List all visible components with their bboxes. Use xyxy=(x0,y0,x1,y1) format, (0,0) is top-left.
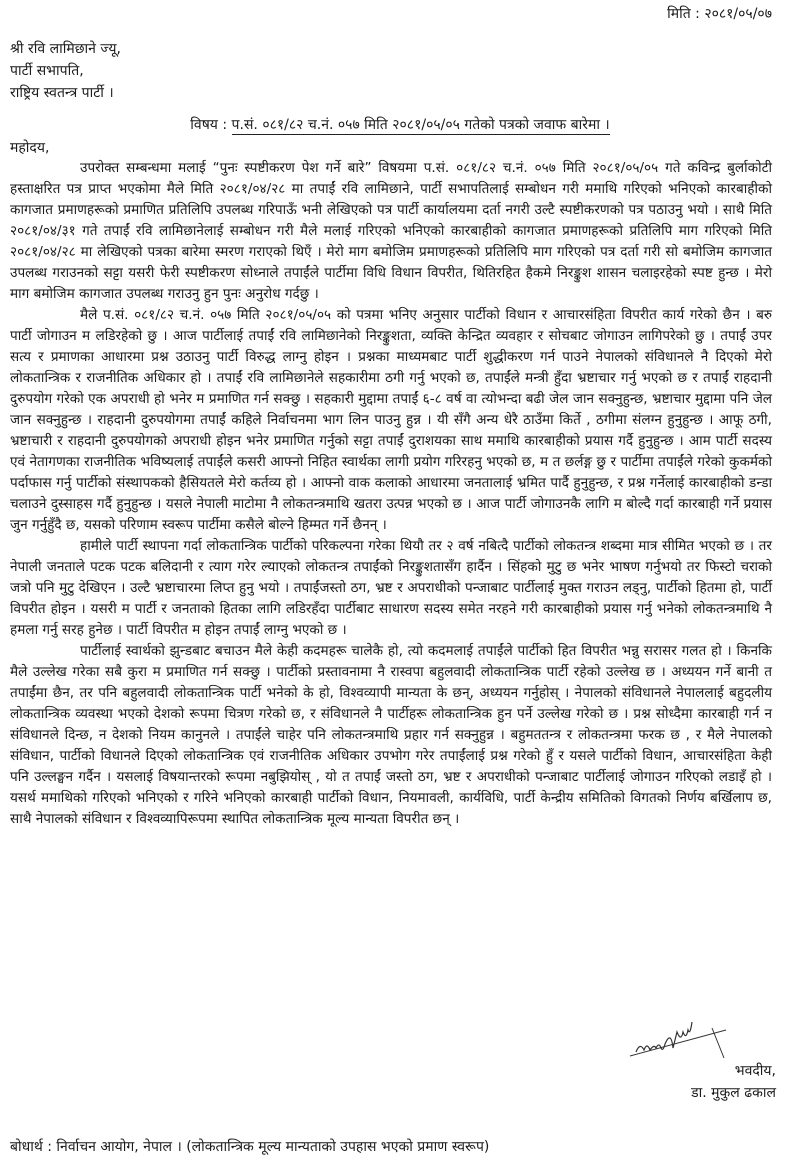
body-paragraph: पार्टीलाई स्वार्थको झुन्डबाट बचाउन मैले केही कदमहरू चालेकै हो, त्यो कदमलाई तपाईंले पार्टीको हित विपरीत भन्नु सरासर गलत हो । किनकि मैले उल्लेख गरेका सबै कुरा म प्रमाणित गर्न सक्छु । पार्टीको प्रस्तावनामा नै रास्वपा बहुलवादी लोकतान्त्रिक पार्टी रहेको उल्लेख छ । अध्ययन गर्ने बानी त तपाईंमा छैन, तर पनि बहुलवादी लोकतान्त्रिक पार्टी भनेको के हो, विश्वव्यापी मान्यता के छन्, अध्ययन गर्नुहोस् । नेपालको संविधानले नेपाललाई बहुदलीय लोकतान्त्रिक व्यवस्था भएको देशको रूपमा चित्रण गरेको छ, र संविधानले नै पार्टीहरू लोकतान्त्रिक हुन पर्ने उल्लेख गरेको छ । प्रश्न सोध्दैमा कारबाही गर्न न संविधानले दिन्छ, न देशको नियम कानुनले । तपाईंले चाहेर पनि लोकतन्त्रमाथि प्रहार गर्न सक्नुहुन्न । बहुमततन्त्र र लोकतन्त्रमा फरक छ , र मैले नेपालको संविधान, पार्टीको विधानले दिएको लोकतान्त्रिक एवं राजनीतिक अधिकार उपभोग गरेर तपाईंलाई प्रश्न गरेको हुँ र यसले पार्टीको विधान, आचारसंहिता केही पनि उल्लङ्घन गर्दैन । यसलाई विषयान्तरको रूपमा नबुझियोस् , यो त तपाईं जस्तो ठग, भ्रष्ट र अपराधीको पन्जाबाट पार्टीलाई जोगाउन गरिएको लडाइँ हो । यसर्थ ममाथिको गरिएको भनिएको र गरिने भनिएको कारबाही पार्टीको विधान, नियमावली, कार्यविधि, पार्टी केन्द्रीय समितिको विगतको निर्णय बर्खिलाप छ, साथै नेपालको संविधान र विश्वव्यापिरूपमा स्थापित लोकतान्त्रिक मूल्य मान्यता विपरीत छन् । xyxy=(10,643,772,827)
signatory-name: डा. मुकुल ढकाल xyxy=(691,1085,776,1101)
body-paragraph: मैले प.सं. ०८१/८२ च.नं. ०५७ मिति २०८१/०५/०५ को पत्रमा भनिए अनुसार पार्टीको विधान र आचारसंहिता विपरीत कार्य गरेको छैन । बरु पार्टी जोगाउन म लडिरहेको छु । आज पार्टीलाई तपाईं रवि लामिछानेको निरङ्कुशता, व्यक्ति केन्द्रित व्यवहार र सोचबाट जोगाउन लागिपरेको छु । तपाईं उपर सत्य र प्रमाणका आधारमा प्रश्न उठाउनु पार्टी विरुद्ध लाग्नु होइन । प्रश्नका माध्यमबाट पार्टी शुद्धीकरण गर्न पाउने नेपालको संविधानले नै दिएको मेरो लोकतान्त्रिक र राजनीतिक अधिकार हो । तपाईं रवि लामिछानेले सहकारीमा ठगी गर्नु भएको छ, तपाईंले मन्त्री हुँदा भ्रष्टाचार गर्नु भएको छ र तपाईं राहदानी दुरुपयोग गरेको एक अपराधी हो भनेर म प्रमाणित गर्न सक्छु । सहकारी मुद्दामा तपाईं ६-८ वर्ष वा त्योभन्दा बढी जेल जान सक्नुहुन्छ, भ्रष्टाचार मुद्दामा पनि जेल जान सक्नुहुन्छ । राहदानी दुरुपयोगमा तपाईं कहिले निर्वाचनमा भाग लिन पाउनु हुन्न । यी सँगै अन्य धेरै ठाउँमा किर्ते , ठगीमा संलग्न हुनुहुन्छ । आफू ठगी, भ्रष्टाचारी र राहदानी दुरुपयोगको अपराधी होइन भनेर प्रमाणित गर्नुको सट्टा तपाईं दुराशयका साथ ममाथि कारबाहीको प्रयास गर्दै हुनुहुन्छ । आम पार्टी सदस्य एवं नेतागणका राजनीतिक भविष्यलाई तपाईंले कसरी आफ्नो निहित स्वार्थका लागी प्रयोग गरिरहनु भएको छ, म त छर्लङ्ग छु र पार्टीमा तपाईंले गरेको कुकर्मको पर्दाफास गर्नु पार्टीको संस्थापकको हैसियतले मेरो कर्तव्य हो । आफ्नो वाक कलाको आधारमा जनतालाई भ्रमित पार्दै हुनुहुन्छ, र प्रश्न गर्नेलाई कारबाहीको डन्डा चलाउने दुस्साहस गर्दै हुनुहुन्छ । यसले नेपाली माटोमा नै लोकतन्त्रमाथि खतरा उत्पन्न भएको छ । आज पार्टी जोगाउनकै लागि म बोल्दै गर्दा कारबाही गर्ने प्रयास जुन गर्नुहुँदै छ, यसको परिणाम स्वरूप पार्टीमा कसैले बोल्ने हिम्मत गर्ने छैनन् । xyxy=(10,307,772,533)
closing: भवदीय, xyxy=(734,1063,776,1079)
subject-text: प.सं. ०८१/८२ च.नं. ०५७ मिति २०८१/०५/०५ गतेको पत्रको जवाफ बारेमा । xyxy=(231,117,610,133)
addressee-title: पार्टी सभापति, xyxy=(10,63,84,79)
subject-line xyxy=(0,115,800,134)
subject-label: विषय : xyxy=(190,117,232,133)
signature-block xyxy=(586,1020,776,1104)
addressee-block xyxy=(10,38,121,104)
addressee-organization: राष्ट्रिय स्वतन्त्र पार्टी । xyxy=(10,85,114,101)
body-paragraph: उपरोक्त सम्बन्धमा मलाई “पुनः स्पष्टीकरण पेश गर्ने बारे” विषयमा प.सं. ०८१/८२ च.नं. ०५७ मिति २०८१/०५/०५ गते कविन्द्र बुर्लाकोटी हस्ताक्षरित पत्र प्राप्त भएकोमा मैले मिति २०८१/०४/२८ मा तपाईं रवि लामिछाने, पार्टी सभापतिलाई सम्बोधन गरी ममाथि गरिएको भनिएको कारबाहीको कागजात प्रमाणहरूको प्रमाणित प्रतिलिपि उपलब्ध गरिपाऊँ भनी लेखिएको पत्र पार्टी कार्यालयमा दर्ता नगरी उल्टै स्पष्टीकरणको पत्र पठाउनु भयो । साथै मिति २०८१/०४/३१ गते तपाईं रवि लामिछानेलाई सम्बोधन गरी मैले मलाई गरिएको भनिएको कारबाहीको कागजात प्रमाणहरूको प्रतिलिपि माग गरिएको मिति २०८१/०४/२८ मा लेखिएको पत्रका बारेमा स्मरण गराएको थिएँ । मेरो माग बमोजिम प्रमाणहरूको प्रतिलिपि माग गरिएको पत्र दर्ता गरी सो बमोजिम कागजात उपलब्ध गराउनको सट्टा यसरी फेरी स्पष्टीकरण सोध्नाले तपाईंले पार्टीमा विधि विधान विपरीत, थितिरहित हैकमे निरङ्कुश शासन चलाइरहेको स्पष्ट हुन्छ । मेरो माग बमोजिम कागजात उपलब्ध गराउनु हुन पुनः अनुरोध गर्दछु । xyxy=(10,160,772,302)
salutation: महोदय, xyxy=(10,140,50,156)
addressee-name: श्री रवि लामिछाने ज्यू, xyxy=(10,41,121,57)
body-paragraph: हामीले पार्टी स्थापना गर्दा लोकतान्त्रिक पार्टीको परिकल्पना गरेका थियौ तर २ वर्ष नबित्दै पार्टीको लोकतन्त्र शब्दमा मात्र सीमित भएको छ । तर नेपाली जनताले पटक पटक बलिदानी र त्याग गरेर ल्याएको लोकतन्त्र तपाईंको निरङ्कुशतासँग हार्दैन । सिंहको मुटु छ भनेर भाषण गर्नुभयो तर फिस्टो चराको जत्रो पनि मुटु देखिएन । उल्टै भ्रष्टाचारमा लिप्त हुनु भयो । तपाईंजस्तो ठग, भ्रष्ट र अपराधीको पन्जाबाट पार्टीलाई मुक्त गराउन लड्नु, पार्टीको हितमा हो, पार्टी विपरीत होइन । यसरी म पार्टी र जनताको हितका लागि लडिरहँदा पार्टीबाट साधारण सदस्य समेत नरहने गरी कारबाहीको प्रयास गर्नु भनेको लोकतन्त्रमाथि नै हमला गर्नु सरह हुनेछ । पार्टी विपरीत म होइन तपाईं लाग्नु भएको छ । xyxy=(10,538,772,638)
letter-date: मिति : २०८१/०५/०७ xyxy=(667,6,772,22)
cc-line: बोधार्थ : निर्वाचन आयोग, नेपाल । (लोकतान्त्रिक मूल्य मान्यताको उपहास भएको प्रमाण स्वरूप) xyxy=(10,1139,490,1155)
letter-body xyxy=(10,158,772,830)
handwritten-signature-icon xyxy=(586,1020,776,1060)
